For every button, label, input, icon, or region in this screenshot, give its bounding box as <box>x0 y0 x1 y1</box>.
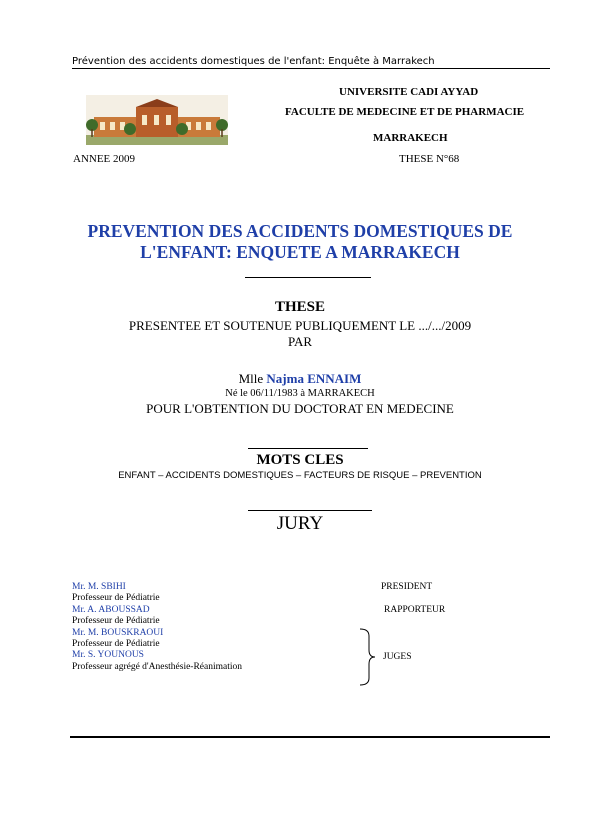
jury-member-title: Professeur de Pédiatrie <box>72 639 160 650</box>
keywords-divider <box>248 448 368 449</box>
faculty-name: FACULTE DE MEDECINE ET DE PHARMACIE <box>285 106 525 118</box>
presented-line: PRESENTEE ET SOUTENUE PUBLIQUEMENT LE .../.../2009 <box>128 318 472 333</box>
keywords-heading: MOTS CLES <box>256 452 344 468</box>
jury-member-name: Mr. S. YOUNOUS <box>72 650 144 661</box>
thesis-title <box>0 221 600 263</box>
jury-members <box>72 582 242 673</box>
role-rapporteur: RAPPORTEUR <box>384 605 446 615</box>
thesis-heading: THESE <box>274 299 326 315</box>
role-juges: JUGES <box>383 652 412 662</box>
jury-member-name: Mr. A. ABOUSSAD <box>72 604 150 615</box>
author-line <box>0 371 600 387</box>
birth-line: Né le 06/11/1983 à MARRAKECH <box>225 388 375 399</box>
thesis-title-line-2: L'ENFANT: ENQUETE A MARRAKECH <box>140 242 460 262</box>
jury-member-title: Professeur de Pédiatrie <box>72 593 160 604</box>
title-divider <box>245 277 371 278</box>
running-header <box>72 56 550 69</box>
jury-member-name: Mr. M. BOUSKRAOUI <box>72 627 164 638</box>
running-header-text: Prévention des accidents domestiques de l'enfant: Enquête à Marrakech <box>72 56 435 67</box>
jury-divider <box>248 510 372 511</box>
purpose-line: POUR L'OBTENTION DU DOCTORAT EN MEDECINE <box>146 401 454 416</box>
jury-member-name: Mr. M. SBIHI <box>72 582 126 592</box>
footer-rule <box>70 736 550 738</box>
juges-brace <box>358 628 378 686</box>
thesis-year: ANNEE 2009 <box>73 153 136 165</box>
city-name: MARRAKECH <box>373 132 448 144</box>
by-line: PAR <box>287 334 313 349</box>
university-name: UNIVERSITE CADI AYYAD <box>339 86 479 98</box>
faculty-building-logo <box>86 95 228 145</box>
role-president: PRESIDENT <box>381 582 433 592</box>
thesis-title-line-1: PREVENTION DES ACCIDENTS DOMESTIQUES DE <box>87 221 513 241</box>
keywords-text: ENFANT – ACCIDENTS DOMESTIQUES – FACTEURS DE RISQUE – PREVENTION <box>118 470 482 481</box>
jury-heading: JURY <box>276 513 324 534</box>
jury-member-title: Professeur agrégé d'Anesthésie-Réanimation <box>72 661 243 672</box>
author-prefix: Mlle <box>238 371 264 386</box>
author-name: Najma ENNAIM <box>266 371 362 386</box>
thesis-number: THESE N°68 <box>399 153 460 165</box>
jury-member-title: Professeur de Pédiatrie <box>72 616 160 627</box>
